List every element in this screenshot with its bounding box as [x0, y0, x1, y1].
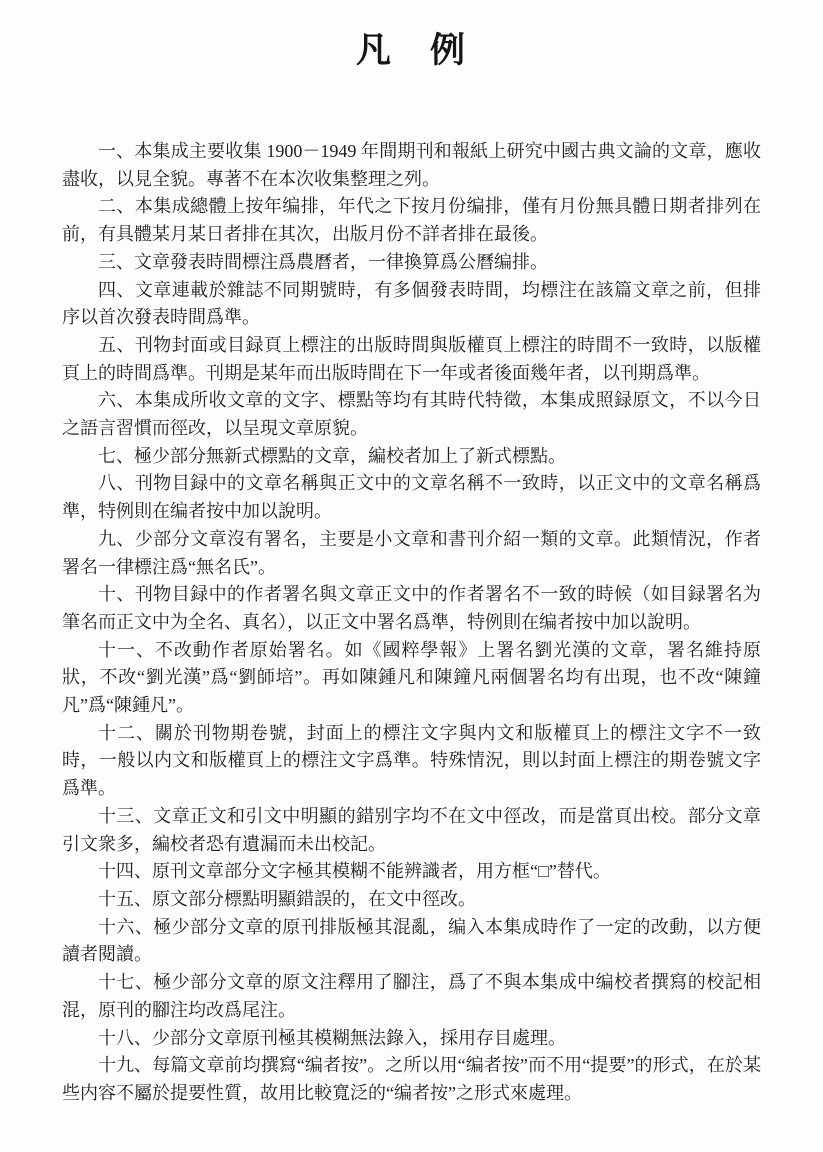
note-item-6: 六、本集成所收文章的文字、標點等均有其時代特徵，本集成照録原文，不以今日之語言習慣而徑改，以呈現文章原貌。: [62, 390, 761, 439]
notes-list: [0, 72, 823, 1108]
note-item-7: 七、極少部分無新式標點的文章，編校者加上了新式標點。: [98, 445, 566, 466]
note-item-11: 十一、不改動作者原始署名。如《國粹學報》上署名劉光漢的文章，署名維持原狀，不改“劉光漢”爲“劉師培”。再如陳鍾凡和陳鐘凡兩個署名均有出現，也不改“陳鐘凡”爲“陳鍾凡”。: [62, 639, 761, 716]
note-item-9: 九、少部分文章沒有署名，主要是小文章和書刊介紹一類的文章。此類情況，作者署名一律標注爲“無名氏”。: [62, 528, 761, 577]
note-item-13: 十三、文章正文和引文中明顯的錯别字均不在文中徑改，而是當頁出校。部分文章引文衆多，編校者恐有遺漏而未出校記。: [62, 805, 761, 854]
note-item-17: 十七、極少部分文章的原文注釋用了腳注，爲了不與本集成中编校者撰寫的校記相混，原刊的腳注均改爲尾注。: [62, 972, 761, 1020]
page-title: 凡 例: [355, 31, 467, 70]
note-item-18: 十八、少部分文章原刊極其模糊無法錄入，採用存目處理。: [98, 1027, 566, 1048]
note-item-2: 二、本集成總體上按年编排，年代之下按月份编排，僅有月份無具體日期者排列在前，有具體某月某日者排在其次，出版月份不詳者排在最後。: [62, 196, 761, 245]
note-item-4: 四、文章連載於雜誌不同期號時，有多個發表時間，均標注在該篇文章之前，但排序以首次發表時間爲準。: [62, 279, 761, 328]
note-item-14: 十四、原刊文章部分文字極其模糊不能辨識者，用方框“□”替代。: [98, 861, 611, 882]
note-item-15: 十五、原文部分標點明顯錯誤的，在文中徑改。: [98, 888, 476, 909]
note-item-10: 十、刊物目録中的作者署名與文章正文中的作者署名不一致的時候（如目録署名为筆名而正文中为全名、真名），以正文中署名爲準，特例則在编者按中加以說明。: [62, 584, 761, 632]
note-item-16: 十六、極少部分文章的原刊排版極其混亂，编入本集成時作了一定的改動，以方便讀者閱讀。: [62, 916, 761, 965]
note-item-12: 十二、關於刊物期卷號，封面上的標注文字與内文和版權頁上的標注文字不一致時，一般以内文和版權頁上的標注文字爲準。特殊情況，則以封面上標注的期卷號文字爲準。: [62, 722, 761, 799]
note-item-19: 十九、每篇文章前均撰寫“编者按”。之所以用“编者按”而不用“提要”的形式，在於某些内容不屬於提要性質，故用比較寬泛的“编者按”之形式來處理。: [62, 1055, 761, 1103]
note-item-1: 一、本集成主要收集 1900－1949 年間期刊和報紙上研究中國古典文論的文章，應收盡收，以見全貌。專著不在本次收集整理之列。: [62, 141, 761, 189]
note-item-3: 三、文章發表時間標注爲農曆者，一律換算爲公曆编排。: [98, 251, 548, 272]
note-item-8: 八、刊物目録中的文章名稱與正文中的文章名稱不一致時，以正文中的文章名稱爲準，特例則在编者按中加以說明。: [62, 473, 761, 522]
note-item-5: 五、刊物封面或目録頁上標注的出版時間與版權頁上標注的時間不一致時，以版權頁上的時間爲準。刊期是某年而出版時間在下一年或者後面幾年者，以刊期爲準。: [62, 334, 761, 383]
